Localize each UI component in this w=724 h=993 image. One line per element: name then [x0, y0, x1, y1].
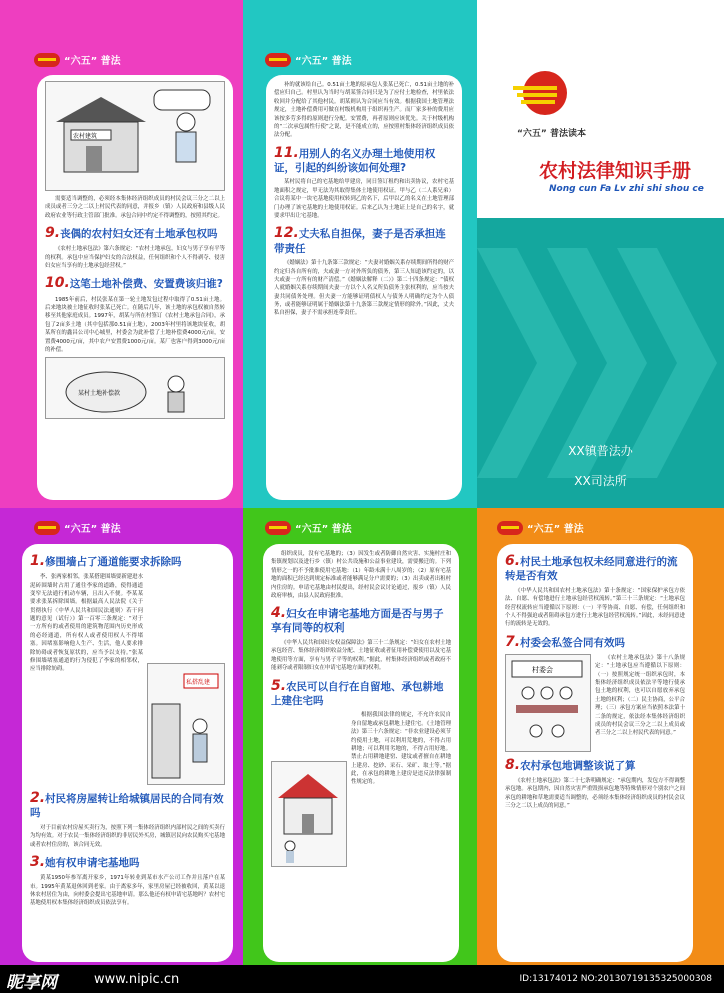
pufa-cover-logo-icon: [507, 68, 577, 118]
section-12-title: 12.丈夫私自担保，妻子是否承担连带责任: [274, 225, 446, 255]
village-committee-illustration: [505, 654, 591, 752]
section-9-title: 9.丧偶的农村妇女还有土地承包权吗: [45, 225, 218, 242]
panel-6-band: [477, 508, 724, 993]
section-3-body: 黄某1950年参军离开家乡，1971年转业到某市水产公司工作并且落户在某市。1995年黄某退休回到老家。由于离家多年，家里房屋已经被收回，黄某以退休农村居住为由，向村委会提出宅基地申请。那么他还有权申请宅基地吗？农村宅基地使用权本集体经济组织成员依法享有。: [30, 875, 225, 907]
panel-1-header: [34, 52, 121, 67]
meeting-icon: [506, 655, 588, 749]
panel-6-header: [497, 520, 584, 535]
section-2-title: 2.村民将房屋转让给城镇居民的合同有效吗: [30, 790, 224, 820]
watermark-brand: 昵享网: [6, 973, 57, 993]
section-9-body: 《农村土地承包法》第六条规定：“农村土地承包，妇女与男子享有平等的权利。承包中应当保护妇女的合法权益，任何组织和个人不得剥夺、侵害妇女应当享有的土地承包经营权。”: [45, 246, 225, 270]
cover-title: 农村法律知识手册: [539, 160, 692, 182]
svg-text:私搭乱建: 私搭乱建: [186, 679, 211, 687]
watermark-url: www.nipic.cn: [94, 972, 180, 987]
cover-org-1: XX镇普法办: [568, 444, 633, 458]
section-1-title: 1.修围墙占了通道能要求拆除吗: [30, 553, 182, 569]
section-12-body: 《婚姻法》第十九条第三款规定：“夫妻对婚姻关系存续期间所得的财产约定归各自所有的，夫或妻一方对外所负的债务，第三人知道该约定的，以夫或妻一方所有的财产清偿。”《婚姻法解释（二）》第二十四条规定：“债权人就婚姻关系存续期间夫妻一方以个人名义所负债务主张权利的，应当按夫妻共同债务处理。但夫妻一方能够证明债权人与债务人明确约定为个人债务，或者能够证明属于婚姻法第十九条第三款规定情形的除外。”因此，丈夫私自担保，妻子不需承担连带责任。: [274, 260, 454, 317]
section-5-title: 5.农民可以自行在自留地、承包耕地上建住宅吗: [271, 677, 444, 707]
pufa-logo-icon: [34, 53, 60, 67]
wall-illustration: [147, 663, 225, 785]
village-scene-icon: [46, 82, 224, 188]
panel-1-intro: 需要适当调整的，必须经本集体经济组织成员的村民会议三分之二以上成员或者三分之二以上村民代表的同意，并报乡（镇）人民政府和县级人民政府农业等行政主管部门批准。承包合同中约定不得调整的，按照其约定。: [45, 196, 225, 219]
section-10-body: 1985年前后，村民张某在第一轮土地发包过程中取得了0.51亩土地。后来地块被土地征收时张某已死亡。在随后几年，该土地的承包权被自然转移至其他家庭成员。1997年，胡某与所在村签订《农村土地承包合同》，承包了2亩多土地（其中包括那0.51亩土地），2003年村里将该地块征收，胡某所在的鑫昌公司中心城里，村委会为此补偿了土地补偿费4000元/亩，安置费4000元/亩，其中农户安置费1000元/亩。某厂也客户得到3000元/亩的补偿。: [45, 296, 225, 353]
watermark-id: ID:13174012 NO:20130719135325000308: [519, 974, 712, 984]
section-7-body: 《农村土地承包法》第十八条规定：“土地承包应当遵循以下原则：（一）按照规定统一组织承包时，本集体经济组织成员依法平等地行使承包土地的权利，也可以自愿放弃承包土地的权利；（二）民主协商，公平合理；（三）承包方案应当依照本法第十二条的规定，依法经本集体经济组织成员的村民会议三分之二以上成员或者三分之二以上村民代表的同意。”: [595, 654, 685, 737]
pufa-logo-icon: [34, 521, 60, 535]
section-5-body: 根据我国法律的规定，不允许农民自身自留地或承包耕地上建住宅。《土地管理法》第三十六条规定：“非农业建设必须节约使用土地，可以利用荒地的，不得占用耕地；可以利用劣地的，不得占用好地。禁止占用耕地建窑、建坟或者擅自在耕地上建房、挖砂、采石、采矿、取土等。”据此，在承包的耕地上建房是违反法律强制性规定的。: [351, 712, 451, 786]
section-3-title: 3.她有权申请宅基地吗: [30, 854, 140, 871]
panel-5-header: [265, 520, 352, 535]
pufa-logo-icon: [265, 521, 291, 535]
watermark-footer: [0, 965, 724, 993]
cover-logo-caption: “六五” 普法读本: [517, 129, 586, 139]
header-label: “六五” 普法: [527, 524, 584, 535]
header-label: “六五” 普法: [64, 524, 121, 535]
cover-top: [477, 0, 724, 218]
header-label: “六五” 普法: [295, 524, 352, 535]
panel-4-band: [0, 508, 243, 993]
compensation-illustration: [45, 357, 225, 419]
panel-2-top-text: 补的就该给自己。0.51亩土地的原承包人张某已死亡，0.51亩土地的补偿应归自己。村里认为当时与胡某签合同只是为了应付土地检查，村里依法收回并分配给了其他村民。胡某则认为合同应当有效。根据我国土地管理法规定，土地补偿费用可做在村级机构用于组织再生产。而厂家多补的费用应该按多劳多得的原则进行分配。安置费，再者原则应该优先。关于村级机构的“二次承包属性行使”之说，是不能成立的，应按照村集体经济组织成员依法分配。: [274, 82, 454, 139]
header-label: “六五” 普法: [295, 56, 352, 67]
panel-2-card: [266, 75, 462, 500]
section-4-body: 《中华人民共和国妇女权益保障法》第三十二条规定：“妇女在农村土地承包经营、集体经济组织收益分配、土地征收或者征用补偿费使用以及宅基地使用等方面，享有与男子平等的权利。”据此，村集体经济组织或者政府不能剥夺或者限制妇女在申请宅基地方面的权利。: [271, 640, 451, 672]
svg-text:某村土地补偿款: 某村土地补偿款: [78, 390, 121, 398]
section-11-title: 11.用别人的名义办理土地使用权证，引起的纠纷该如何处理?: [274, 144, 436, 174]
section-6-title: 6.村民土地承包权未经同意进行的流转是否有效: [505, 553, 678, 583]
section-8-title: 8.农村承包地调整该说了算: [505, 756, 636, 773]
section-1-body: 李、张两家相邻，张某搭建围墙要新建进水泥砖围墙时占用了通往李家的道路，使得通道变窄无法通行机动车辆，且出入不便。李某某要求张某拆除围墙。根据最高人民法院《关于贯彻执行〈中华人民共和国民法通则〉若干问题的意见（试行）》第一百零三条规定：“对于一方所有的或者使用的建筑物范围内历史形成的必经通道，所有权人或者使用权人不得堵塞。因堵塞影响他人生产、生活，他人要求排除妨碍或者恢复原状的，应当予以支持。”张某修围墙堵塞通道的行为侵犯了李家的相邻权，应当排除妨碍。: [30, 574, 143, 673]
cover-subtitle: Nong cun Fa Lv zhi shi shou ce: [549, 184, 704, 194]
cover-panel: [477, 0, 724, 508]
chevron-arrows-icon: [477, 218, 724, 508]
wall-sign-icon: [148, 664, 222, 782]
pufa-logo-icon: [265, 53, 291, 67]
section-4-title: 4.妇女在申请宅基地方面是否与男子享有同等的权利: [271, 605, 444, 635]
section-6-body: 《中华人民共和国农村土地承包法》第十条规定：“国家保护承包方依法、自愿、有偿地进行土地承包经营权流转。”第三十三条规定：“土地承包经营权流转应当遵循以下原则：（一）平等协商、自愿、有偿，任何组织和个人不得强迫或者阻碍承包方进行土地承包经营权流转。”因此，未经同意进行的流转是无效的。: [505, 587, 685, 628]
panel-2-band: [243, 0, 477, 508]
section-2-body: 对于目前农村房屋买卖行为，按照下列一集体经济组织内部村民之间的买卖行为均有效。对于农民一集体经济组织的非居民外买房，城镇居民向农民购买宅基地或者农村住房的，该合同无效。: [30, 825, 225, 848]
svg-text:村委会: 村委会: [532, 665, 553, 674]
house-construction-illustration: [271, 761, 347, 867]
cover-org-2: XX司法所: [574, 474, 627, 488]
house-icon: [272, 762, 344, 864]
panel-5-band: [243, 508, 477, 993]
section-7-title: 7.村委会私签合同有效吗: [505, 633, 626, 650]
panel-6-card: [497, 544, 693, 962]
panel-5-card: [263, 544, 459, 962]
cover-bottom: [477, 218, 724, 508]
panel-1-band: [0, 0, 243, 508]
section-11-body: 某村民将自己的宅基地给甲建房，同日签订租约和出卖协议，农村宅基地面积之规定，甲无法为其取得集体土地使用权证。甲与乙（二人系兄弟）合议将某中一块宅基地使用权转到乙的名下，后甲以乙的名义在土地管理部门办理了该宅基地的土地使用权证。后来乙认为土地证上是自己的名字，就要求甲出让宅基地。: [274, 179, 454, 219]
section-8-body: 《农村土地承包法》第二十七条明确规定：“承包期内，发包方不得调整承包地。承包期内，因自然灾害严重毁损承包地等特殊情形对个别农户之间承包的耕地和草地需要适当调整的，必须经本集体经济组织成员的村民会议三分之二以上成员的同意。”: [505, 778, 685, 810]
panel-4-card: [22, 544, 233, 962]
panel-5-top-text: 组织成员，没有宅基地的；（3）因发生或者防御自然灾害、实施村庄和集镇规划以及进行乡（镇）村公共设施和公益事业建设，需要搬迁的。下列情形之一的不予批准使用宅基地：（1）年龄未满十八周岁的；（2）原有宅基地的面积已经达到规定标准或者能够满足分户需要的；（3）出卖或者出租村内住房的。申请宅基地由村民提出，经村民会议讨论通过，报乡（镇）人民政府审核，由县人民政府批准。: [271, 551, 451, 599]
panel-4-header: [34, 520, 121, 535]
panel-2-header: [265, 52, 352, 67]
village-building-illustration: [45, 81, 225, 191]
pufa-logo-icon: [497, 521, 523, 535]
header-label: “六五” 普法: [64, 56, 121, 67]
panel-1-card: [37, 75, 233, 500]
money-bag-icon: [46, 358, 224, 416]
svg-text:农村建筑: 农村建筑: [73, 133, 98, 140]
section-10-title: 10.这笔土地补偿费、安置费该归谁?: [45, 275, 223, 292]
